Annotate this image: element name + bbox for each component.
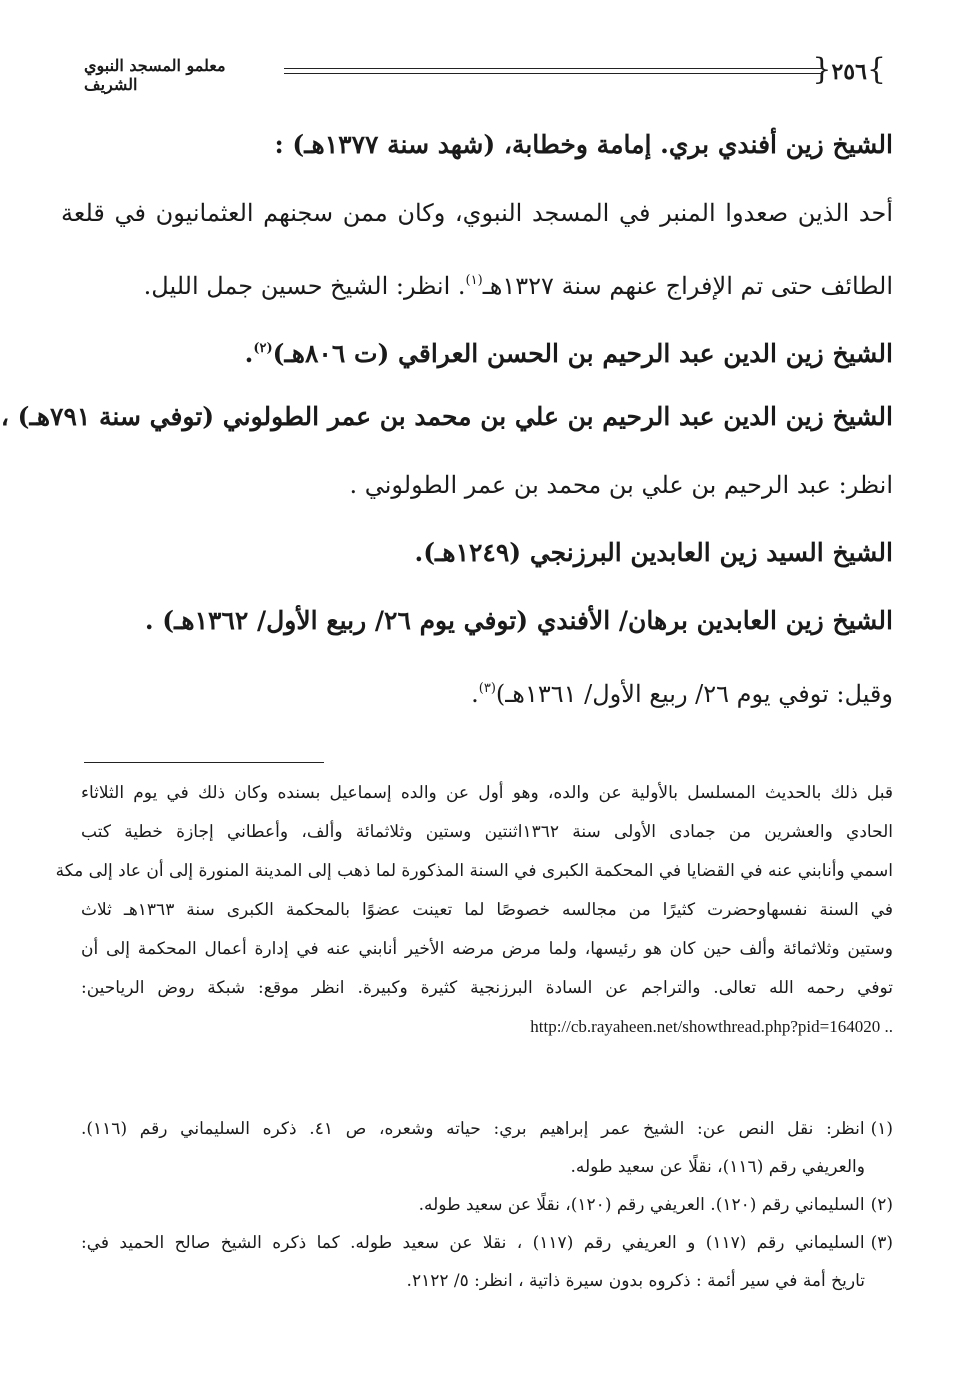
body-line: وقيل: توفي يوم ٢٦/ ربيع الأول/ ١٣٦١هـ)$^{(٣)}$. (471, 680, 893, 708)
entry-heading: الشيخ زين العابدين برهان/ الأفندي (توفي يوم ٢٦/ ربيع الأول/ ١٣٦٢هـ) . (144, 606, 893, 635)
footnote-1: (١)انظر: نقل النص عن: الشيخ عمر إبراهيم بري: حياته وشعره، ص ٤١. ذكره السليماني رقم (١١٦). والعريفي رقم (١١٦)، نقلًا عن سعيد طوله. (81, 1114, 893, 1190)
footnote-ref[interactable]: (١) (465, 273, 483, 288)
footnote-continuation (55, 780, 893, 1053)
page-number: }٢٥٦{ (812, 52, 886, 87)
footnote-line (81, 1014, 893, 1053)
footnote-line: توفي رحمه الله تعالى. والتراجم عن السادة البرزنجية كثيرة وكبيرة. انظر موقع: شبكة روض الرياحين: (81, 978, 893, 998)
footnote-separator (84, 762, 324, 763)
footnote-ref[interactable]: (٢) (253, 341, 273, 356)
entry-heading: الشيخ زين الدين عبد الرحيم بن الحسن العراقي (ت ٨٠٦هـ)$^{(٢)}$. (244, 339, 893, 368)
running-title: معلمو المسجد النبوي الشريف (84, 56, 226, 94)
footnote-line: وستين وثلاثمائة وألف حين كان هو رئيسها، ولما مرض مرضه الأخير أنابني عنه في إدارة أعمال المحكمة إلى أن (81, 939, 893, 959)
footnote-3: (٣)السليماني رقم (١١٧) و العريفي رقم (١١٧) ، نقلا عن سعيد طوله. كما ذكره الشيخ صالح الحميد في: تاريخ أمة في سير أئمة : ذكروه بدون سيرة ذاتية ، انظر: ٥/ ٢١٢٢. (81, 1228, 893, 1304)
body-line: انظر: عبد الرحيم بن علي بن محمد بن عمر الطولوني . (349, 471, 893, 499)
entry-heading: الشيخ زين الدين عبد الرحيم بن علي بن محمد بن عمر الطولوني (توفي سنة ٧٩١هـ) ، (0, 402, 893, 431)
footnote-ref[interactable]: (٣) (478, 681, 496, 696)
footnote-number: (١) (870, 1119, 893, 1139)
footnote-2: (٢)السليماني رقم (١٢٠). العريفي رقم (١٢٠)، نقلًا عن سعيد طوله. (81, 1190, 893, 1228)
footnote-number: (٢) (870, 1195, 893, 1215)
header-rule (284, 73, 822, 74)
entry-heading: الشيخ السيد زين العابدين البرزنجي (١٢٤٩هـ). (414, 538, 893, 567)
header-rule (284, 68, 822, 69)
footnotes (81, 1114, 893, 1304)
footnote-line: الحادي والعشرين من جمادى الأولى سنة ١٣٦٢اثنتين وستين وثلاثمائة وألف، وأعطاني إجازة خطية كتب (81, 822, 893, 842)
footnote-number: (٣) (870, 1233, 894, 1253)
footnote-url[interactable]: http://cb.rayaheen.net/showthread.php?pid=164020 .. (530, 1017, 893, 1036)
footnote-line: قبل ذلك بالحديث المسلسل بالأولية عن والده، وهو أول عن والده إسماعيل بسنده وكان ذلك في يوم الثلاثاء (81, 783, 893, 803)
entry-heading: الشيخ زين أفندي بري. إمامة وخطابة، (شهد سنة ١٣٧٧هـ) : (274, 130, 893, 159)
footnote-line: اسمي وأنابني عنه في القضايا في المحكمة الكبرى في السنة المذكورة لما ذهب إلى المدينة المنورة إلى أن عاد إلى مكة (55, 861, 893, 881)
page-header (84, 50, 896, 96)
body-line: أحد الذين صعدوا المنبر في المسجد النبوي، وكان ممن سجنهم العثمانيون في قلعة (61, 199, 893, 227)
footnote-line: في السنة نفسهاوحضرت كثيرًا من مجالسه خصوصًا لما تعينت عضوًا بالمحكمة الكبرى سنة ١٣٦٣هـ ثلاث (81, 900, 893, 920)
body-line: الطائف حتى تم الإفراج عنهم سنة ١٣٢٧هـ$^{(١)}$. انظر: الشيخ حسين جمل الليل. (143, 272, 893, 300)
main-text (0, 128, 893, 740)
